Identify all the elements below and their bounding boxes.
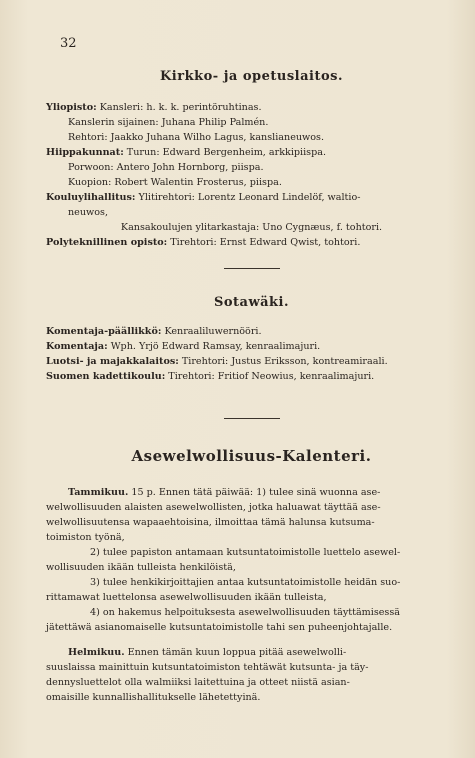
- list-item: Kanslerin sijainen: Juhana Philip Palmén.: [68, 117, 269, 128]
- text-line: omaisille kunnallishallitukselle lähetettyinä.: [46, 692, 261, 703]
- text-line: 4) on hakemus helpoituksesta asewelwollisuuden täyttämisessä: [90, 607, 401, 618]
- text-line: welwollisuuden alaisten asewelwollisten, jotka haluawat täyttää ase-: [46, 502, 381, 513]
- list-item: Kansakoulujen ylitarkastaja: Uno Cygnæus, f. tohtori.: [120, 222, 383, 233]
- text-line: toimiston työnä,: [46, 532, 125, 543]
- text-line: 2) tulee papiston antamaan kutsuntatoimistolle luettelo asewel-: [90, 547, 401, 558]
- text-line: dennysluettelot olla walmiiksi laitettuina ja otteet niistä asian-: [46, 677, 350, 688]
- section-divider: [224, 418, 280, 419]
- list-item: Luotsi- ja majakkalaitos: Tirehtori: Justus Eriksson, kontreamiraali.: [46, 356, 388, 367]
- calendar-text: [46, 485, 457, 705]
- list-item: Komentaja: Wph. Yrjö Edward Ramsay, kenraalimajuri.: [46, 341, 321, 352]
- list-item: Hiippakunnat: Turun: Edward Bergenheim, arkkipiispa.: [46, 147, 327, 158]
- page-number: 32: [60, 36, 77, 51]
- church-education-list: [46, 100, 457, 250]
- list-item: Komentaja-päällikkö: Kenraaliluwernööri.: [46, 326, 262, 337]
- text-line: wollisuuden ikään tulleista henkilöistä,: [46, 562, 236, 573]
- section-title-calendar: Asewelwollisuus-Kalenteri.: [131, 447, 372, 465]
- list-item: Kouluylihallitus: Ylitirehtori: Lorentz Leonard Lindelöf, waltio-: [46, 192, 361, 203]
- section-divider: [224, 268, 280, 269]
- text-line: jätettäwä asianomaiselle kutsuntatoimistolle tahi sen puheenjohtajalle.: [46, 622, 393, 633]
- list-item: Rehtori: Jaakko Juhana Wilho Lagus, kanslianeuwos.: [68, 132, 325, 143]
- list-item: neuwos,: [68, 207, 108, 218]
- text-line: suuslaissa mainittuin kutsuntatoimiston tehtäwät kutsunta- ja täy-: [46, 662, 369, 673]
- text-line: welwollisuutensa wapaaehtoisina, ilmoittaa tämä halunsa kutsuma-: [46, 517, 375, 528]
- section-title-military: Sotawäki.: [213, 295, 290, 310]
- calendar-entry-january: Tammikuu. 15 p. Ennen tätä päiwää: 1) tulee sinä wuonna ase-: [68, 487, 381, 498]
- text-line: 3) tulee henkikirjoittajien antaa kutsuntatoimistolle heidän suo-: [90, 577, 401, 588]
- list-item: Polyteknillinen opisto: Tirehtori: Ernst Edward Qwist, tohtori.: [46, 237, 361, 248]
- list-item: Suomen kadettikoulu: Tirehtori: Fritiof Neowius, kenraalimajuri.: [46, 371, 375, 382]
- section-title-church-education: Kirkko- ja opetuslaitos.: [160, 69, 343, 84]
- list-item: Kuopion: Robert Walentin Frosterus, piispa.: [68, 177, 282, 188]
- list-item: Yliopisto: Kansleri: h. k. k. perintöruhtinas.: [46, 102, 262, 113]
- text-line: rittamawat luettelonsa asewelwollisuuden ikään tulleista,: [46, 592, 327, 603]
- military-list: [46, 324, 457, 384]
- list-item: Porwoon: Antero John Hornborg, piispa.: [68, 162, 264, 173]
- calendar-entry-february: Helmikuu. Ennen tämän kuun loppua pitää asewelwolli-: [68, 647, 347, 658]
